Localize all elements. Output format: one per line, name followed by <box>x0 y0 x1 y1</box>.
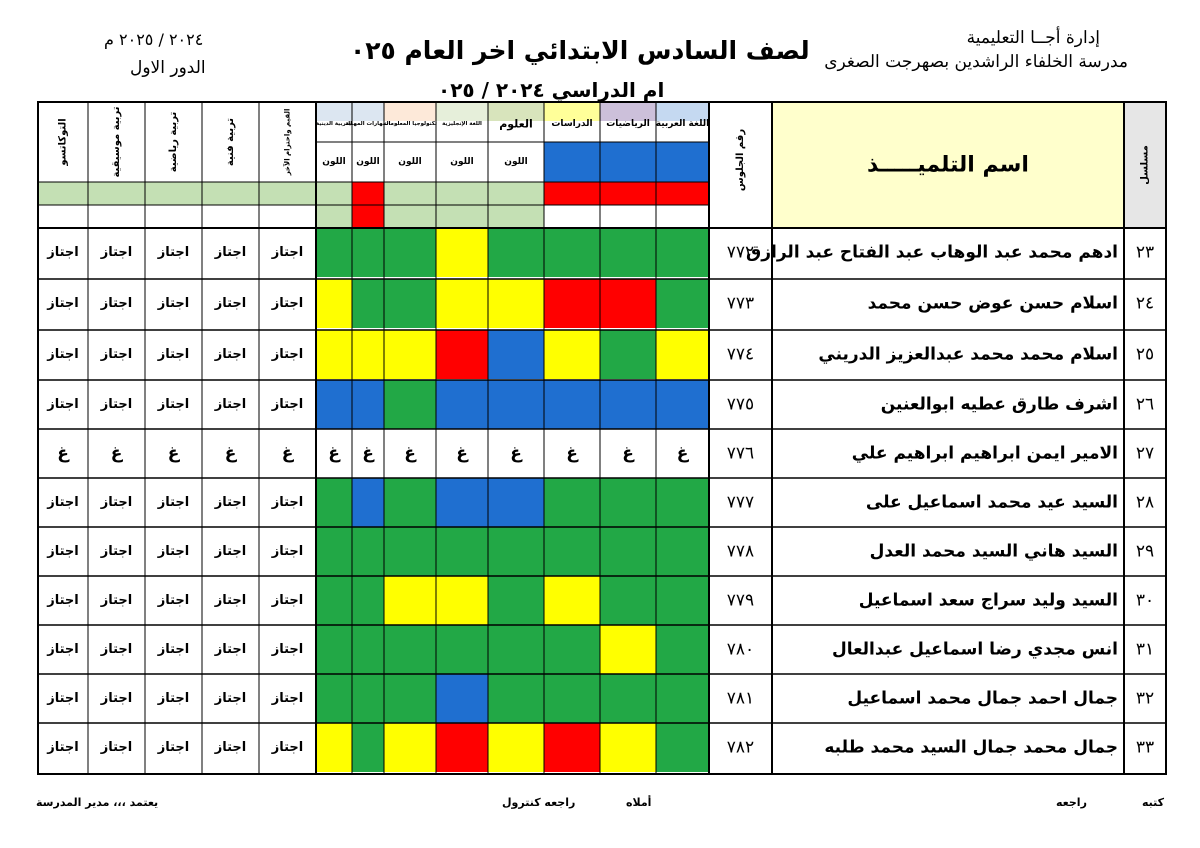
footer-reviewed-control: راجعه كنترول <box>502 796 576 809</box>
grade-cell: غ <box>362 443 374 464</box>
seat-header: رقم الجلوس <box>735 128 746 192</box>
grade-cell <box>352 723 384 772</box>
legend-cell <box>436 205 488 228</box>
student-name: اسلام محمد محمد عبدالعزيز الدريني <box>818 344 1118 365</box>
grade-cell: غ <box>404 443 416 464</box>
grade-cell <box>656 380 709 429</box>
student-name: جمال احمد جمال محمد اسماعيل <box>847 688 1118 709</box>
activity-cell: اجتاز <box>100 296 133 311</box>
grade-cell <box>436 330 488 379</box>
subject-header: الدراسات <box>551 119 593 129</box>
legend-cell <box>488 182 544 205</box>
subject-header: المهارات المهنية <box>345 121 391 127</box>
grade-cell <box>544 674 600 723</box>
grade-cell <box>384 228 436 277</box>
footer-reviewed-by: راجعه <box>1056 796 1087 809</box>
legend-cell <box>88 182 145 205</box>
serial-number: ٢٩ <box>1135 541 1155 562</box>
subject-header: تكنولوجيا المعلومات <box>382 121 438 127</box>
serial-number: ٢٤ <box>1135 293 1155 314</box>
activity-cell: اجتاز <box>47 495 79 510</box>
activity-cell: اجتاز <box>214 296 247 311</box>
activity-cell: اجتاز <box>271 495 304 510</box>
activity-cell: اجتاز <box>100 593 133 608</box>
activity-cell: اجتاز <box>47 593 79 608</box>
grade-cell <box>488 228 544 277</box>
student-name: اسلام حسن عوض حسن محمد <box>867 293 1118 314</box>
subject-header: الرياضيات <box>606 119 650 129</box>
activity-cell: اجتاز <box>214 691 247 706</box>
seat-number: ٧٧٥ <box>726 394 755 415</box>
grade-cell <box>352 625 384 674</box>
seat-number: ٧٧٢ <box>726 242 755 263</box>
activity-cell: غ <box>224 443 237 464</box>
activity-cell: اجتاز <box>47 347 79 362</box>
color-label: اللون <box>322 157 346 167</box>
activity-cell: اجتاز <box>271 347 304 362</box>
grade-cell <box>544 527 600 576</box>
grade-cell <box>600 723 656 772</box>
subject-header-tint <box>352 102 384 121</box>
grade-cell <box>656 478 709 527</box>
subject-header-tint <box>436 102 488 121</box>
activity-cell: اجتاز <box>214 245 247 260</box>
grade-cell <box>436 625 488 674</box>
legend-cell <box>656 182 709 205</box>
page-title: لصف السادس الابتدائي اخر العام ٠٢٥ <box>350 36 810 65</box>
activity-cell: غ <box>167 443 180 464</box>
grade-cell <box>316 228 352 277</box>
exam-round: الدور الاول <box>130 58 206 78</box>
grade-cell <box>352 330 384 379</box>
legend-cell <box>202 182 259 205</box>
activity-cell: اجتاز <box>157 495 190 510</box>
grade-cell <box>384 576 436 625</box>
seat-number: ٧٧٩ <box>726 590 755 611</box>
grade-cell <box>656 674 709 723</box>
color-label: اللون <box>356 157 380 167</box>
subject-header-tint <box>316 102 352 121</box>
grade-cell <box>656 279 709 328</box>
activity-cell: اجتاز <box>47 397 79 412</box>
grade-cell <box>600 527 656 576</box>
grade-cell <box>384 723 436 772</box>
academic-year-title: ام الدراسي ٢٠٢٤ / ٠٢٥ <box>438 78 665 102</box>
grade-cell <box>656 330 709 379</box>
grade-cell <box>488 527 544 576</box>
grade-cell <box>436 380 488 429</box>
activity-cell: غ <box>281 443 294 464</box>
legend-cell <box>316 182 352 205</box>
activity-header: تربية رياضية <box>168 111 179 173</box>
grade-cell <box>352 576 384 625</box>
grade-cell <box>316 527 352 576</box>
seat-number: ٧٨٠ <box>726 639 755 660</box>
grade-cell <box>544 576 600 625</box>
activity-cell: اجتاز <box>214 740 247 755</box>
legend-cell <box>600 182 656 205</box>
activity-header: تربية فنية <box>225 117 236 167</box>
activity-cell: اجتاز <box>47 245 79 260</box>
grade-cell <box>352 674 384 723</box>
seat-number: ٧٧٤ <box>726 344 755 365</box>
grade-cell <box>488 723 544 772</box>
subject-header: التربية الدينية <box>315 121 353 127</box>
activity-cell: اجتاز <box>100 397 133 412</box>
legend-cell <box>145 182 202 205</box>
serial-number: ٢٦ <box>1135 394 1155 415</box>
grade-cell: غ <box>566 443 578 464</box>
serial-number: ٣١ <box>1135 639 1155 660</box>
grade-cell <box>352 527 384 576</box>
activity-cell: اجتاز <box>47 296 79 311</box>
grade-cell <box>600 576 656 625</box>
grade-cell <box>544 478 600 527</box>
grade-cell <box>656 527 709 576</box>
activity-cell: اجتاز <box>157 397 190 412</box>
activity-cell: اجتاز <box>214 642 247 657</box>
activity-header: التوكاتسو <box>57 118 69 166</box>
grade-cell <box>544 228 600 277</box>
legend-cell <box>656 142 709 182</box>
serial-number: ٣٣ <box>1135 737 1155 758</box>
seat-number: ٧٨٢ <box>726 737 755 758</box>
grade-cell <box>384 330 436 379</box>
grade-cell <box>656 625 709 674</box>
legend-cell <box>544 205 600 228</box>
grade-cell <box>436 527 488 576</box>
grade-cell: غ <box>622 443 634 464</box>
subject-header: اللغة العربية <box>655 119 710 129</box>
legend-cell <box>316 205 352 228</box>
activity-cell: اجتاز <box>271 593 304 608</box>
seat-number: ٧٧٣ <box>726 293 755 314</box>
grade-cell: غ <box>510 443 522 464</box>
grade-cell <box>352 478 384 527</box>
grade-cell <box>488 478 544 527</box>
grade-cell <box>656 576 709 625</box>
grade-cell <box>544 723 600 772</box>
footer-written-by: كتبه <box>1142 796 1165 809</box>
grade-cell <box>436 228 488 277</box>
activity-cell: اجتاز <box>100 642 133 657</box>
seat-number: ٧٧٧ <box>726 492 755 513</box>
name-header: اسم التلميـــــذ <box>867 152 1029 178</box>
activity-cell: اجتاز <box>100 495 133 510</box>
grade-cell <box>544 279 600 328</box>
activity-cell: اجتاز <box>214 397 247 412</box>
grade-cell <box>600 228 656 277</box>
grade-cell <box>436 723 488 772</box>
grade-cell <box>384 527 436 576</box>
color-label: اللون <box>450 157 474 167</box>
legend-cell <box>544 182 600 205</box>
activity-header: القيم واحترام الآخر <box>283 108 292 176</box>
activity-cell: غ <box>57 443 69 464</box>
grade-cell <box>600 478 656 527</box>
grade-cell <box>436 576 488 625</box>
activity-cell: اجتاز <box>100 691 133 706</box>
grade-cell <box>384 625 436 674</box>
activity-cell: اجتاز <box>100 245 133 260</box>
student-name: اشرف طارق عطيه ابوالعنين <box>880 394 1118 415</box>
grade-cell: غ <box>328 443 340 464</box>
grade-cell <box>600 279 656 328</box>
grade-cell <box>384 279 436 328</box>
activity-cell: اجتاز <box>271 642 304 657</box>
serial-number: ٣٠ <box>1135 590 1155 611</box>
student-name: الامير ايمن ابراهيم ابراهيم علي <box>851 443 1118 464</box>
activity-cell: اجتاز <box>271 740 304 755</box>
student-name: السيد عيد محمد اسماعيل على <box>865 492 1118 513</box>
student-name: انس مجدي رضا اسماعيل عبدالعال <box>831 639 1118 660</box>
legend-cell <box>352 205 384 228</box>
grade-cell <box>352 228 384 277</box>
activity-cell: اجتاز <box>157 245 190 260</box>
legend-cell <box>488 205 544 228</box>
grade-cell <box>316 330 352 379</box>
grade-cell <box>600 380 656 429</box>
grade-cell <box>656 228 709 277</box>
activity-cell: اجتاز <box>157 544 190 559</box>
school-year: ٢٠٢٤ / ٢٠٢٥ م <box>104 30 204 49</box>
grade-cell <box>352 279 384 328</box>
grade-cell: غ <box>456 443 468 464</box>
legend-cell <box>384 205 436 228</box>
grade-cell <box>600 674 656 723</box>
activity-cell: اجتاز <box>214 544 247 559</box>
activity-cell: اجتاز <box>47 544 79 559</box>
activity-cell: اجتاز <box>157 740 190 755</box>
grade-cell <box>316 625 352 674</box>
grade-cell <box>384 380 436 429</box>
activity-cell: غ <box>110 443 123 464</box>
school-name: مدرسة الخلفاء الراشدين بصهرجت الصغرى <box>824 52 1128 72</box>
grade-cell <box>352 380 384 429</box>
grade-cell <box>316 723 352 772</box>
legend-cell <box>384 182 436 205</box>
legend-cell <box>38 182 88 205</box>
grade-cell <box>316 674 352 723</box>
grade-cell <box>488 625 544 674</box>
serial-number: ٢٣ <box>1135 242 1155 263</box>
subject-header-tint <box>384 102 436 121</box>
legend-cell <box>436 182 488 205</box>
seat-number: ٧٨١ <box>726 688 755 709</box>
activity-header: تربية موسيقية <box>111 106 122 178</box>
legend-cell <box>259 182 316 205</box>
activity-cell: اجتاز <box>157 642 190 657</box>
activity-cell: اجتاز <box>100 544 133 559</box>
color-label: اللون <box>398 157 422 167</box>
student-name: السيد هاني السيد محمد العدل <box>869 541 1118 562</box>
grade-cell <box>316 380 352 429</box>
grade-cell <box>384 478 436 527</box>
footer-dictated-by: أملاه <box>626 796 652 809</box>
subject-header: اللغة الإنجليزية <box>442 121 482 127</box>
activity-cell: اجتاز <box>271 296 304 311</box>
grade-cell: غ <box>676 443 689 464</box>
activity-cell: اجتاز <box>157 296 190 311</box>
legend-cell <box>600 205 656 228</box>
activity-cell: اجتاز <box>100 347 133 362</box>
grade-cell <box>436 674 488 723</box>
student-name: ادهم محمد عبد الوهاب عبد الفتاح عبد الرازق <box>746 242 1118 263</box>
activity-cell: اجتاز <box>271 691 304 706</box>
grade-cell <box>488 279 544 328</box>
activity-cell: اجتاز <box>47 740 79 755</box>
activity-cell: اجتاز <box>214 593 247 608</box>
activity-cell: اجتاز <box>214 495 247 510</box>
color-label: اللون <box>504 157 528 167</box>
grade-cell <box>544 625 600 674</box>
grade-cell <box>544 330 600 379</box>
grade-cell <box>544 380 600 429</box>
grade-cell <box>600 625 656 674</box>
seat-number: ٧٧٦ <box>726 443 755 464</box>
grade-cell <box>436 279 488 328</box>
activity-cell: اجتاز <box>47 642 79 657</box>
serial-number: ٢٧ <box>1135 443 1155 464</box>
grade-cell <box>384 674 436 723</box>
grade-cell <box>316 576 352 625</box>
activity-cell: اجتاز <box>47 691 79 706</box>
footer-approved: يعتمد ،،، مدير المدرسة <box>36 796 159 809</box>
activity-cell: اجتاز <box>157 691 190 706</box>
grade-cell <box>316 478 352 527</box>
activity-cell: اجتاز <box>214 347 247 362</box>
legend-cell <box>600 142 656 182</box>
activity-cell: اجتاز <box>271 397 304 412</box>
activity-cell: اجتاز <box>271 245 304 260</box>
grade-cell <box>656 723 709 772</box>
grade-cell <box>436 478 488 527</box>
serial-number: ٣٢ <box>1135 688 1155 709</box>
grade-cell <box>488 576 544 625</box>
subject-header: العلوم <box>499 117 533 131</box>
activity-cell: اجتاز <box>271 544 304 559</box>
legend-cell <box>544 142 600 182</box>
grade-cell <box>600 330 656 379</box>
student-name: السيد وليد سراج سعد اسماعيل <box>858 590 1118 611</box>
grade-cell <box>488 380 544 429</box>
serial-number: ٢٥ <box>1135 344 1155 365</box>
administration-name: إدارة أجــا التعليمية <box>966 28 1100 48</box>
legend-cell <box>352 182 384 205</box>
grade-cell <box>316 279 352 328</box>
activity-cell: اجتاز <box>157 593 190 608</box>
grade-cell <box>488 674 544 723</box>
serial-header: مسلسل <box>1139 145 1151 185</box>
legend-cell <box>656 205 709 228</box>
grade-cell <box>488 330 544 379</box>
student-name: جمال محمد جمال السيد محمد طلبه <box>824 737 1118 758</box>
activity-cell: اجتاز <box>100 740 133 755</box>
seat-number: ٧٧٨ <box>726 541 755 562</box>
activity-cell: اجتاز <box>157 347 190 362</box>
serial-number: ٢٨ <box>1135 492 1155 513</box>
